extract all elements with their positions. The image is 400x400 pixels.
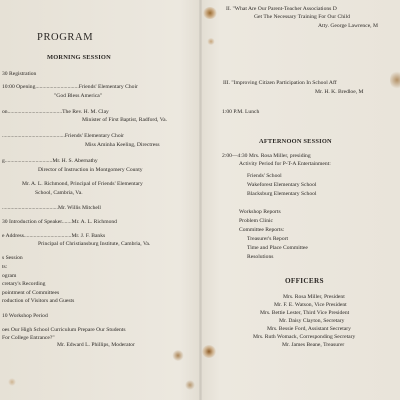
page-fold — [199, 0, 202, 400]
workshop-iii-moderator: Mr. H. K. Bredloe, M — [315, 89, 364, 95]
officer-assistant-secretary: Mrs. Bessie Ford, Assistant Secretary — [267, 326, 351, 332]
business-item-program: ogram — [2, 273, 17, 279]
workshop-ii-line: II. "What Are Our Parent-Teacher Associations D — [226, 6, 337, 12]
registration-line: 30 Registration — [2, 71, 37, 77]
workshop-moderator: Mr. Edward L. Phillips, Moderator — [57, 342, 135, 348]
officer-secretary: Mr. Daisy Clayton, Secretary — [279, 318, 345, 324]
business-item-visitors: roduction of Visitors and Guests — [2, 298, 75, 304]
workshop-period-line: 10 Workshop Period — [2, 313, 48, 319]
stain-bottom-left — [172, 350, 184, 361]
workshop-question: oes Our High School Curriculum Prepare Our Students — [2, 327, 126, 333]
principal-detail: School, Cambria, Va. — [35, 190, 83, 196]
resolutions: Resolutions — [247, 254, 274, 260]
stain-top-center-small — [207, 38, 215, 45]
invocation-detail: Minister of First Baptist, Radford, Va. — [82, 117, 168, 123]
music-line: ........................................Mr. Willis Mitchell — [2, 205, 101, 211]
officer-vice-president: Mr. F. E. Watson, Vice President — [274, 302, 347, 308]
song-title: "God Bless America" — [54, 93, 103, 99]
committee-reports: Committee Reports: — [239, 227, 285, 233]
officer-third-vice-president: Mrs. Bettie Lester, Third Vice President — [260, 310, 350, 316]
address-line: e Address..................................Mr. J. F. Banks — [2, 233, 106, 239]
workshop-ii-moderator: Atty. George Lawrence, M — [318, 23, 378, 29]
school-friends: Friends' School — [247, 173, 282, 179]
morning-session-heading: MORNING SESSION — [47, 54, 111, 61]
choir-director: Miss Aminha Keeling, Directress — [85, 142, 160, 148]
choir-line: .............................................Friends' Elementary Choir — [2, 133, 125, 139]
stain-top-center — [203, 7, 217, 19]
officers-heading: OFFICERS — [285, 277, 324, 285]
problem-clinic: Problem Clinic — [239, 218, 274, 224]
afternoon-session-heading: AFTERNOON SESSION — [259, 138, 332, 145]
business-item-committees: pointment of Committees — [2, 290, 60, 296]
business-session: s Session — [2, 255, 23, 261]
principal-line: Mr. A. L. Richmond, Principal of Friends' Elementary — [22, 181, 143, 187]
stain-right-edge — [390, 70, 400, 90]
treasurer-report: Treasurer's Report — [247, 236, 289, 242]
school-blacksburg: Blacksburg Elementary School — [247, 191, 317, 197]
opening-line: 10:00 Opening...............................Friends' Elementary Choir — [2, 84, 138, 90]
workshop-reports: Workshop Reports — [239, 209, 281, 215]
afternoon-presiding: 2:00—4:30 Mrs. Rosa Miller, presiding — [222, 153, 311, 159]
stain-bottom-mid — [185, 380, 195, 390]
greeting-detail: Director of Instruction in Montgomery County — [38, 167, 143, 173]
business-items-label: ts: — [2, 264, 8, 270]
officer-treasurer: Mr. James Beane, Treasurer — [282, 342, 345, 348]
lunch-line: 1:00 P.M. Lunch — [222, 109, 260, 115]
program-title: PROGRAM — [37, 32, 94, 43]
stain-bottom-center — [202, 345, 216, 358]
workshop-ii-cont: Get The Necessary Training For Our Child — [254, 14, 350, 20]
invocation-line: on.......................................The Rev. H. M. Clay — [2, 109, 109, 115]
address-detail: Principal of Christiansburg Institute, Cambria, Va. — [38, 241, 151, 247]
business-item-recording: cretary's Recording — [2, 281, 46, 287]
stain-lower-left — [8, 378, 16, 386]
officer-president: Mrs. Rosa Miller, President — [283, 294, 345, 300]
introduction-line: 30 Introduction of Speaker.......Mr. A. L. Richmond — [2, 219, 117, 225]
school-wakeforest: Wakeforest Elementary School — [247, 182, 317, 188]
officer-corresponding-secretary: Mrs. Ruth Womack, Corresponding Secretary — [253, 334, 356, 340]
time-place-committee: Time and Place Committee — [247, 245, 308, 251]
greeting-line: g..................................Mr. H. S. Abernathy — [2, 158, 98, 164]
workshop-question-cont: For College Entrance?" — [2, 335, 55, 341]
workshop-iii-line: III. "Improving Citizen Participation In School Aff — [223, 80, 337, 86]
activity-period: Activity Period for P-T-A Entertainment: — [239, 161, 331, 167]
